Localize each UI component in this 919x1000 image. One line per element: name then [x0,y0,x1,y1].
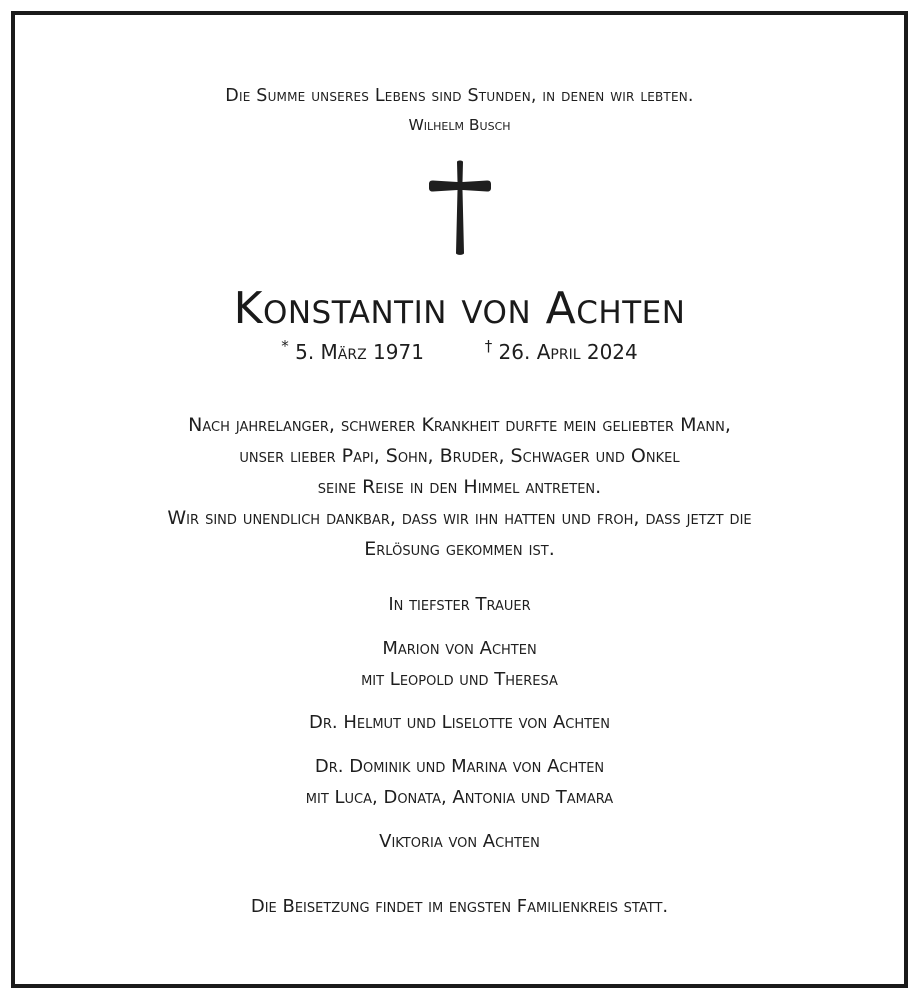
life-dates [0,337,919,364]
mourner-entry: Marion von Achten [382,638,537,659]
mourner-entry: mit Leopold und Theresa [361,669,558,690]
burial-note: Die Beisetzung findet im engsten Familienkreis statt. [250,896,669,917]
mourners-heading: In tiefster Trauer [388,594,531,615]
mourner-entry: Dr. Helmut und Liselotte von Achten [308,712,610,733]
motto-quote: Die Summe unseres Lebens sind Stunden, in denen wir lebten. [225,86,694,106]
text-line: unser lieber Papi, Sohn, Bruder, Schwager und Onkel [239,445,680,467]
mourner-entry: mit Luca, Donata, Antonia und Tamara [305,787,614,808]
mourner-entry: Dr. Dominik und Marina von Achten [314,756,605,777]
text-line: seine Reise in den Himmel antreten. [317,476,602,498]
mourner-entry: Viktoria von Achten [379,831,540,852]
text-line: Wir sind unendlich dankbar, dass wir ihn hatten und froh, dass jetzt die [167,507,752,529]
text-line: Nach jahrelanger, schwerer Krankheit durfte mein geliebter Mann, [188,414,731,436]
death-symbol: † [484,337,493,355]
death-date: 26. April 2024 [498,340,638,364]
deceased-name: Konstantin von Achten [233,283,686,334]
birth-date: 5. März 1971 [295,340,424,364]
motto-author: Wilhelm Busch [408,116,511,134]
birth-symbol: * [281,337,289,355]
text-line: Erlösung gekommen ist. [364,538,555,560]
cross-icon [429,160,491,256]
